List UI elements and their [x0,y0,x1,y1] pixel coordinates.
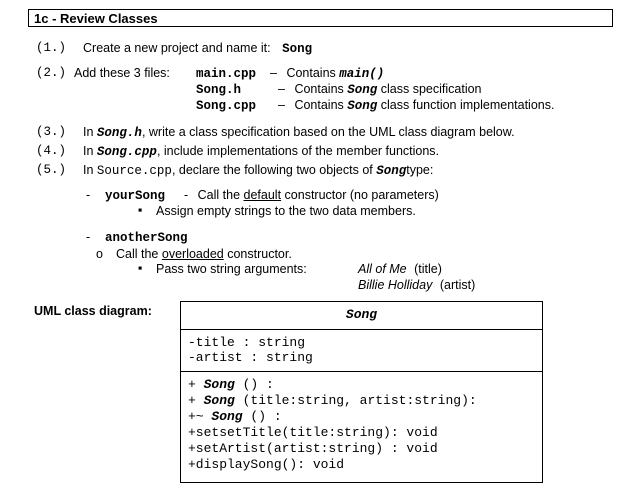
text: constructor (no parameters) [284,188,439,202]
code-ref: Song.h [96,126,142,140]
bullet-icon: ▪ [138,203,143,217]
argument-artist [358,278,475,293]
uml-method: + Song () : [188,377,274,392]
object-2-desc [116,247,292,262]
text: type: [406,163,434,177]
uml-method: +~ Song () : [188,409,282,424]
overloaded-keyword: overloaded [161,247,224,261]
uml-attribute: -artist : string [188,350,313,365]
description-tail: class function implementations. [380,98,555,112]
file-name: main.cpp [196,67,257,81]
section-title: 1c - Review Classes [34,11,158,26]
code-ref: Source.cpp [96,164,172,178]
file-description [270,66,384,82]
bullet-icon: ▪ [138,261,143,275]
dash: – [278,98,285,112]
contains-label: Contains [286,66,336,80]
object-1-bullet: Assign empty strings to the two data members. [156,204,416,218]
artist-note: (artist) [439,278,476,292]
artist-value: Billie Holliday [358,278,433,292]
uml-methods-box [180,371,543,483]
step-3-text [83,125,515,141]
object-1-name: yourSong [105,189,166,203]
step-1-number: (1.) [36,41,67,55]
text: Call the [197,188,241,202]
step-2-label: Add these 3 files: [74,66,170,80]
code-ref: Song [347,99,378,113]
uml-method: +setArtist(artist:string) : void [188,441,438,456]
step-2-number: (2.) [36,66,67,80]
code-ref: Song [376,164,407,178]
text: , declare the following two objects of [171,163,373,177]
step-3-number: (3.) [36,125,67,139]
object-2-bullet: Pass two string arguments: [156,262,307,276]
object-2-dash: - [86,230,91,244]
text: , include implementations of the member functions. [156,144,440,158]
step-1-text [83,41,312,57]
argument-title [358,262,442,277]
object-1-desc [184,188,439,203]
title-note: (title) [414,262,442,276]
title-value: All of Me [358,262,407,276]
text: In [83,144,94,158]
dash: – [278,82,285,96]
step-1-label: Create a new project and name it: [83,41,271,55]
uml-attributes-box [180,329,543,372]
project-name: Song [282,42,313,56]
object-1-dash: - [86,188,91,202]
text: Call the [116,247,159,261]
code-ref: Song.cpp [96,145,157,159]
uml-class-name: Song [345,307,378,322]
text: In [83,163,94,177]
contains-label: Contains [294,82,344,96]
dash: – [270,66,277,80]
text: , write a class specification based on the UML class diagram below. [141,125,515,139]
object-2-name: anotherSong [105,231,188,245]
file-name: Song.h [196,83,242,97]
uml-method: +setsetTitle(title:string): void [188,425,438,440]
uml-method: +displaySong(): void [188,457,345,472]
uml-class-name-box [180,301,543,330]
default-keyword: default [243,188,282,202]
description-tail: class specification [380,82,482,96]
section-header [28,9,613,27]
contains-label: Contains [294,98,344,112]
uml-label: UML class diagram: [34,304,152,318]
step-4-number: (4.) [36,144,67,158]
code-ref: main() [339,67,385,81]
circle-bullet-icon: o [96,247,103,261]
text: In [83,125,94,139]
step-5-text [83,163,433,179]
text: constructor. [227,247,292,261]
uml-method: + Song (title:string, artist:string): [188,393,477,408]
dash: - [184,188,189,202]
file-name: Song.cpp [196,99,257,113]
step-5-number: (5.) [36,163,67,177]
file-description [278,82,482,98]
code-ref: Song [347,83,378,97]
uml-attribute: -title : string [188,335,306,350]
step-4-text [83,144,439,160]
file-description [278,98,554,114]
